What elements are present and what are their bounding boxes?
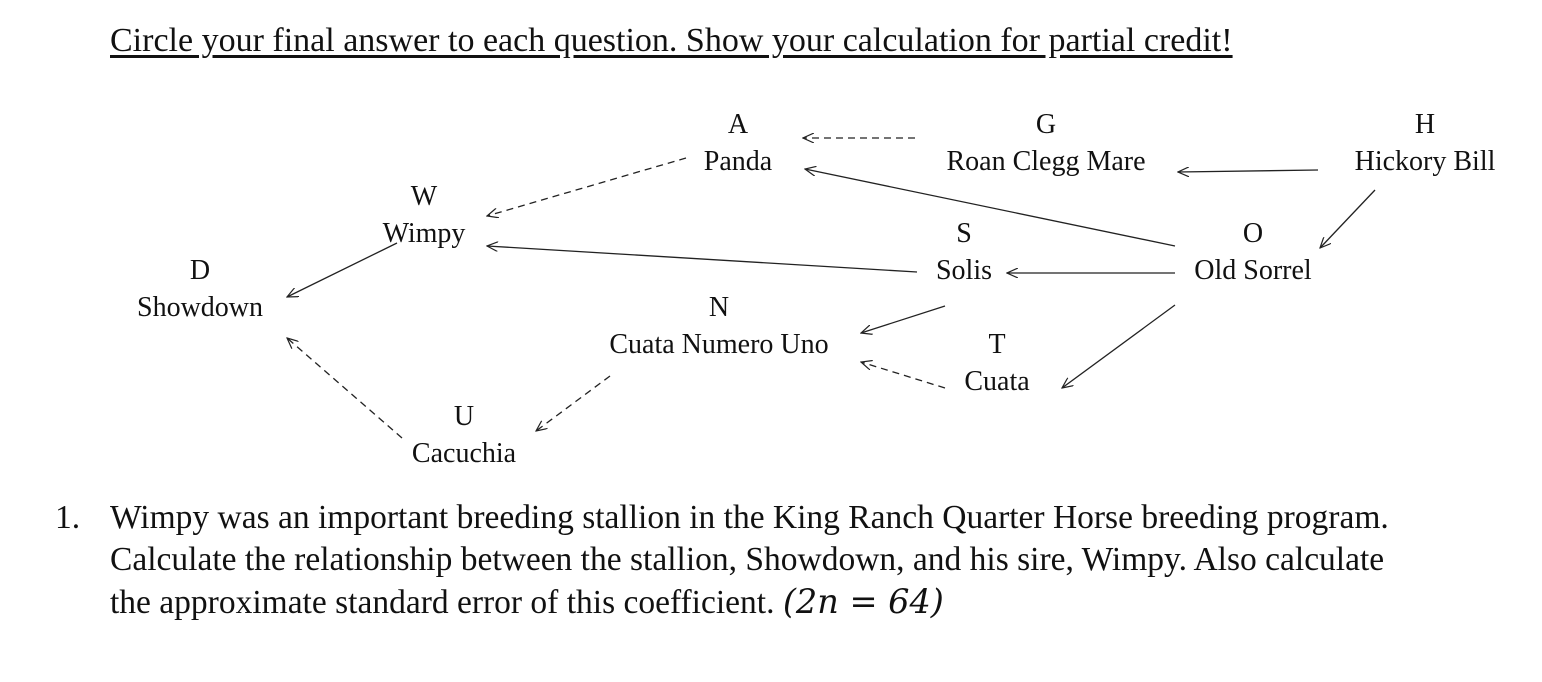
node-letter: H [1414,109,1436,140]
node-name: Wimpy [382,218,466,249]
node-name: Panda [703,146,773,177]
question-text: Wimpy was an important breeding stallion in the King Ranch Quarter Horse breeding program. Calculate the relationship between the stallion, Showdown, and his sire, Wimpy. Also calculate the approximate standard error of this coefficient. [110,499,1389,621]
node-letter: S [956,218,972,249]
arrow-o-to-t [1062,305,1175,388]
node-cuata [964,326,1029,400]
node-letter: N [708,292,730,323]
node-old-sorrel [1194,215,1311,289]
node-letter: W [410,181,438,212]
arrow-h-to-o [1320,190,1375,248]
node-name: Old Sorrel [1194,255,1312,286]
node-name: Hickory Bill [1354,146,1496,177]
node-name: Solis [935,255,993,286]
node-cacuchia [412,398,516,472]
arrow-u-to-d [287,338,402,438]
node-letter: T [988,329,1006,360]
node-hickory-bill [1355,106,1496,180]
node-name: Cuata Numero Uno [609,329,829,360]
arrow-h-to-g [1178,170,1318,172]
node-solis [936,215,992,289]
node-cuata-numero-uno [609,289,828,363]
node-wimpy [383,178,466,252]
node-letter: D [189,255,211,286]
question-number: 1. [55,499,81,536]
node-panda [704,106,772,180]
node-letter: A [727,109,749,140]
node-showdown [137,252,263,326]
node-letter: G [1035,109,1057,140]
node-name: Showdown [136,292,264,323]
arrow-s-to-w [487,246,917,272]
arrow-s-to-n [861,306,945,333]
node-name: Cacuchia [411,438,517,469]
node-letter: O [1242,218,1264,249]
arrow-t-to-n [861,362,945,388]
instructions-header: Circle your final answer to each question. Show your calculation for partial credit! [110,22,1233,59]
arrow-n-to-u [536,376,610,431]
arrow-w-to-d [287,243,397,297]
node-name: Roan Clegg Mare [946,146,1146,177]
node-letter: U [453,401,475,432]
node-name: Cuata [964,366,1030,397]
arrow-a-to-w [487,158,686,216]
question-formula: (2n = 64) [782,582,944,621]
node-roan-clegg-mare [946,106,1145,180]
